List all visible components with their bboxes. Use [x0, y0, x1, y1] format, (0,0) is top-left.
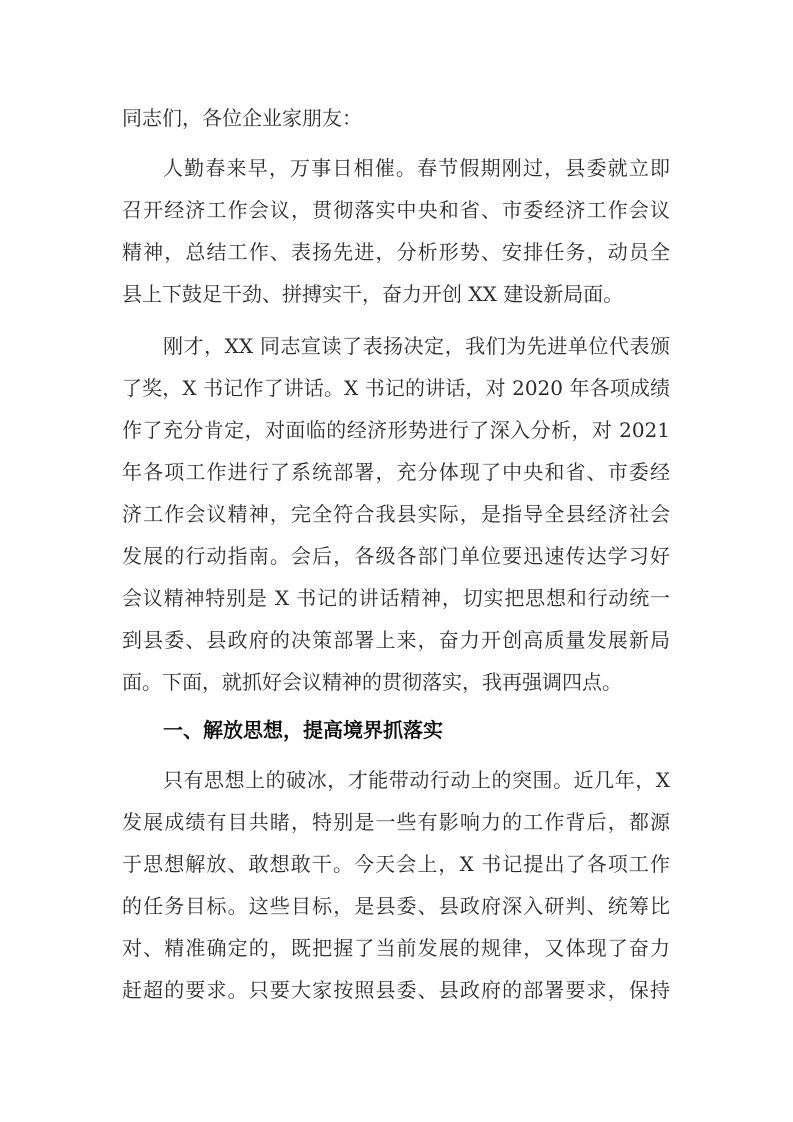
- paragraph-line: 刚才，XX 同志宣读了表扬决定，我们为先进单位代表颁: [163, 334, 670, 358]
- paragraph-line: 到县委、县政府的决策部署上来，奋力开创高质量发展新局: [122, 628, 670, 652]
- paragraph-line: 精神，总结工作、表扬先进，分析形势、安排任务，动员全: [122, 240, 670, 264]
- paragraph-line: 只有思想上的破冰，才能带动行动上的突围。近几年，X: [163, 768, 670, 792]
- paragraph-line: 面。下面，就抓好会议精神的贯彻落实，我再强调四点。: [122, 670, 622, 694]
- paragraph-line: 人勤春来早，万事日相催。春节假期刚过，县委就立即: [163, 156, 670, 180]
- section-heading: 一、解放思想，提高境界抓落实: [163, 718, 443, 742]
- paragraph-line: 的任务目标。这些目标，是县委、县政府深入研判、统筹比: [122, 894, 670, 918]
- paragraph-line: 济工作会议精神，完全符合我县实际，是指导全县经济社会: [122, 502, 670, 526]
- paragraph-line: 召开经济工作会议，贯彻落实中央和省、市委经济工作会议: [122, 198, 670, 222]
- paragraph-line: 县上下鼓足干劲、拼搏实干，奋力开创 XX 建设新局面。: [122, 282, 624, 306]
- paragraph-line: 发展成绩有目共睹，特别是一些有影响力的工作背后，都源: [122, 810, 670, 834]
- paragraph-line: 了奖，X 书记作了讲话。X 书记的讲话，对 2020 年各项成绩: [122, 376, 670, 400]
- paragraph-line: 于思想解放、敢想敢干。今天会上，X 书记提出了各项工作: [122, 852, 670, 876]
- paragraph-line: 作了充分肯定，对面临的经济形势进行了深入分析，对 2021: [122, 418, 670, 442]
- paragraph-line: 年各项工作进行了系统部署，充分体现了中央和省、市委经: [122, 460, 670, 484]
- paragraph-line: 发展的行动指南。会后，各级各部门单位要迅速传达学习好: [122, 544, 670, 568]
- paragraph-line: 赶超的要求。只要大家按照县委、县政府的部署要求，保持: [122, 978, 670, 1002]
- salutation: 同志们，各位企业家朋友：: [122, 106, 362, 130]
- paragraph-line: 对、精准确定的，既把握了当前发展的规律，又体现了奋力: [122, 936, 670, 960]
- paragraph-line: 会议精神特别是 X 书记的讲话精神，切实把思想和行动统一: [122, 586, 670, 610]
